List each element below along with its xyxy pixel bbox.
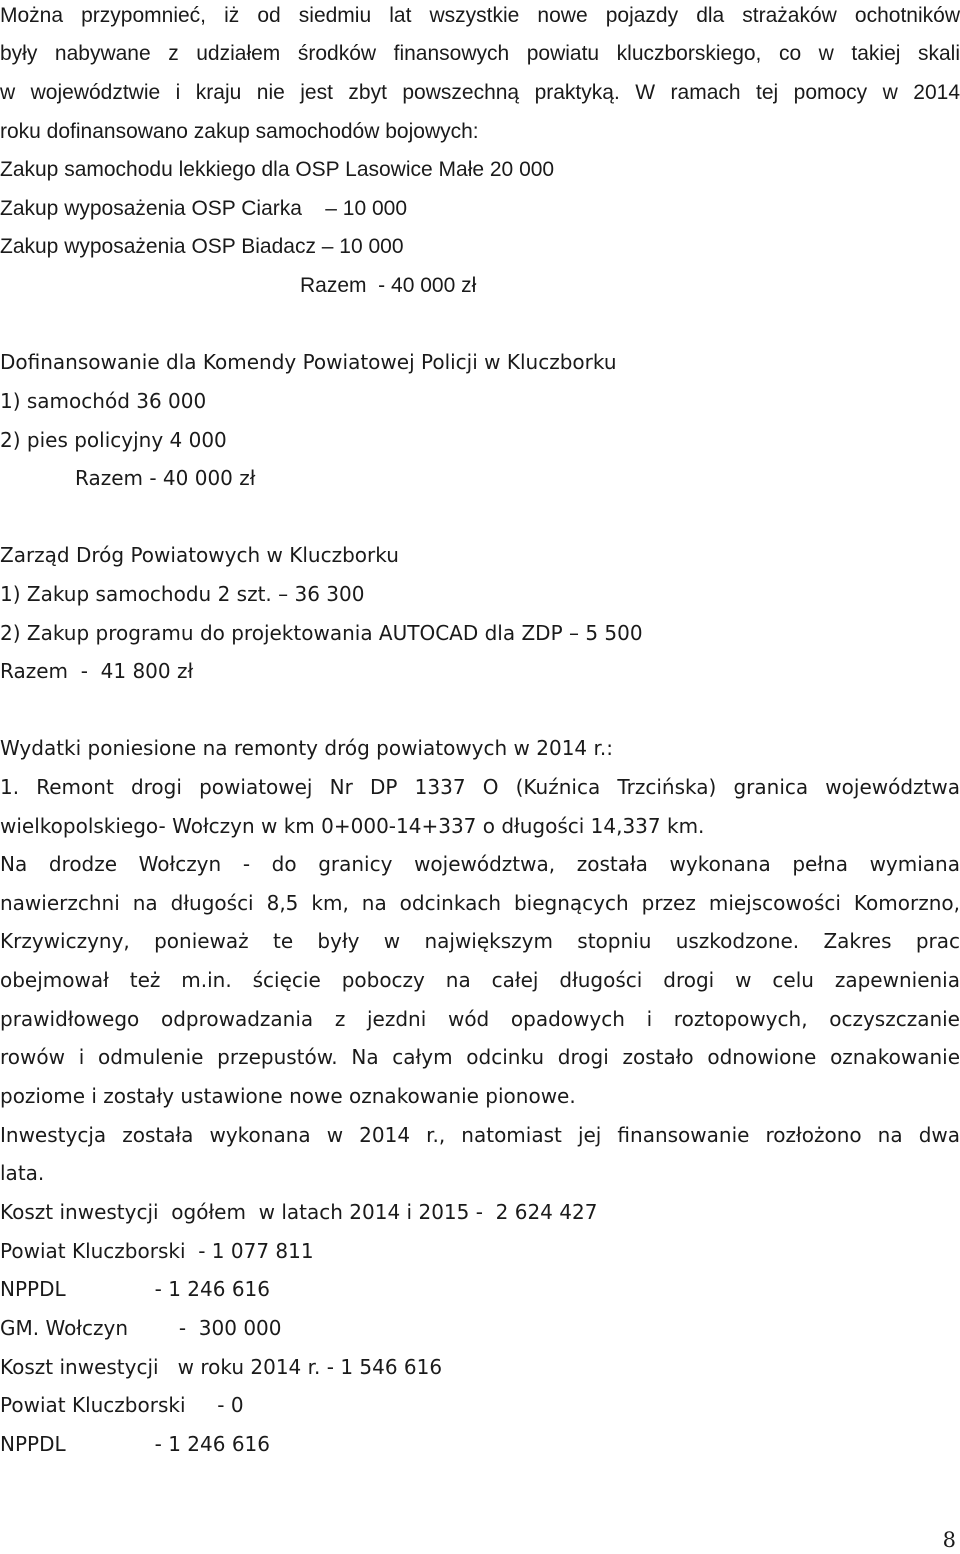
intro-line-6: Zakup wyposażenia OSP Ciarka – 10 000 xyxy=(0,197,408,220)
police-item-1: 1) samochód 36 000 xyxy=(0,389,207,413)
cost-gmina: GM. Wołczyn - 300 000 xyxy=(0,1316,282,1340)
road-repairs-line-8: rowów i odmulenie przepustów. Na całym odcinku drogi zostało odnowione oznakowanie xyxy=(0,1045,960,1069)
cost-nppdl-2014: NPPDL - 1 246 616 xyxy=(0,1432,270,1456)
road-repairs-line-1: 1. Remont drogi powiatowej Nr DP 1337 O (Kuźnica Trzcińska) granica województwa xyxy=(0,775,960,799)
road-repairs-line-6: obejmował też m.in. ścięcie poboczy na całej długości drogi w celu zapewnienia xyxy=(0,968,960,992)
road-repairs-line-11: lata. xyxy=(0,1161,45,1185)
road-repairs-line-7: prawidłowego odprowadzania z jezdni wód opadowych i roztopowych, oczyszczanie xyxy=(0,1007,960,1031)
police-total: Razem - 40 000 zł xyxy=(75,466,256,490)
roads-board-item-2: 2) Zakup programu do projektowania AUTOCAD dla ZDP – 5 500 xyxy=(0,621,643,645)
intro-line-4: roku dofinansowano zakup samochodów bojowych: xyxy=(0,120,479,143)
road-repairs-line-9: poziome i zostały ustawione nowe oznakowanie pionowe. xyxy=(0,1084,576,1108)
road-repairs-line-10: Inwestycja została wykonana w 2014 r., natomiast jej finansowanie rozłożono na dwa xyxy=(0,1123,960,1147)
cost-total-2014-2015: Koszt inwestycji ogółem w latach 2014 i 2015 - 2 624 427 xyxy=(0,1200,598,1224)
page-number: 8 xyxy=(942,1528,956,1552)
roads-board-total: Razem - 41 800 zł xyxy=(0,659,194,683)
roads-board-title: Zarząd Dróg Powiatowych w Kluczborku xyxy=(0,543,399,567)
intro-total: Razem - 40 000 zł xyxy=(300,274,477,297)
cost-powiat: Powiat Kluczborski - 1 077 811 xyxy=(0,1239,314,1263)
police-item-2: 2) pies policyjny 4 000 xyxy=(0,428,227,452)
cost-powiat-2014: Powiat Kluczborski - 0 xyxy=(0,1393,244,1417)
road-repairs-line-5: Krzywiczyny, ponieważ te były w największym stopniu uszkodzone. Zakres prac xyxy=(0,929,960,953)
police-title: Dofinansowanie dla Komendy Powiatowej Policji w Kluczborku xyxy=(0,350,617,374)
cost-nppdl: NPPDL - 1 246 616 xyxy=(0,1277,270,1301)
intro-line-7: Zakup wyposażenia OSP Biadacz – 10 000 xyxy=(0,235,404,258)
intro-line-2: były nabywane z udziałem środków finansowych powiatu kluczborskiego, co w takiej skali xyxy=(0,42,960,65)
roads-board-item-1: 1) Zakup samochodu 2 szt. – 36 300 xyxy=(0,582,365,606)
road-repairs-line-4: nawierzchni na długości 8,5 km, na odcinkach biegnących przez miejscowości Komorzno, xyxy=(0,891,960,915)
road-repairs-title: Wydatki poniesione na remonty dróg powiatowych w 2014 r.: xyxy=(0,736,613,760)
intro-line-5: Zakup samochodu lekkiego dla OSP Lasowice Małe 20 000 xyxy=(0,158,555,181)
cost-total-2014: Koszt inwestycji w roku 2014 r. - 1 546 616 xyxy=(0,1355,443,1379)
intro-line-1: Można przypomnieć, iż od siedmiu lat wszystkie nowe pojazdy dla strażaków ochotników xyxy=(0,4,960,27)
road-repairs-line-3: Na drodze Wołczyn - do granicy województwa, została wykonana pełna wymiana xyxy=(0,852,960,876)
intro-line-3: w województwie i kraju nie jest zbyt powszechną praktyką. W ramach tej pomocy w 2014 xyxy=(0,81,960,104)
road-repairs-line-2: wielkopolskiego- Wołczyn w km 0+000-14+337 o długości 14,337 km. xyxy=(0,814,705,838)
